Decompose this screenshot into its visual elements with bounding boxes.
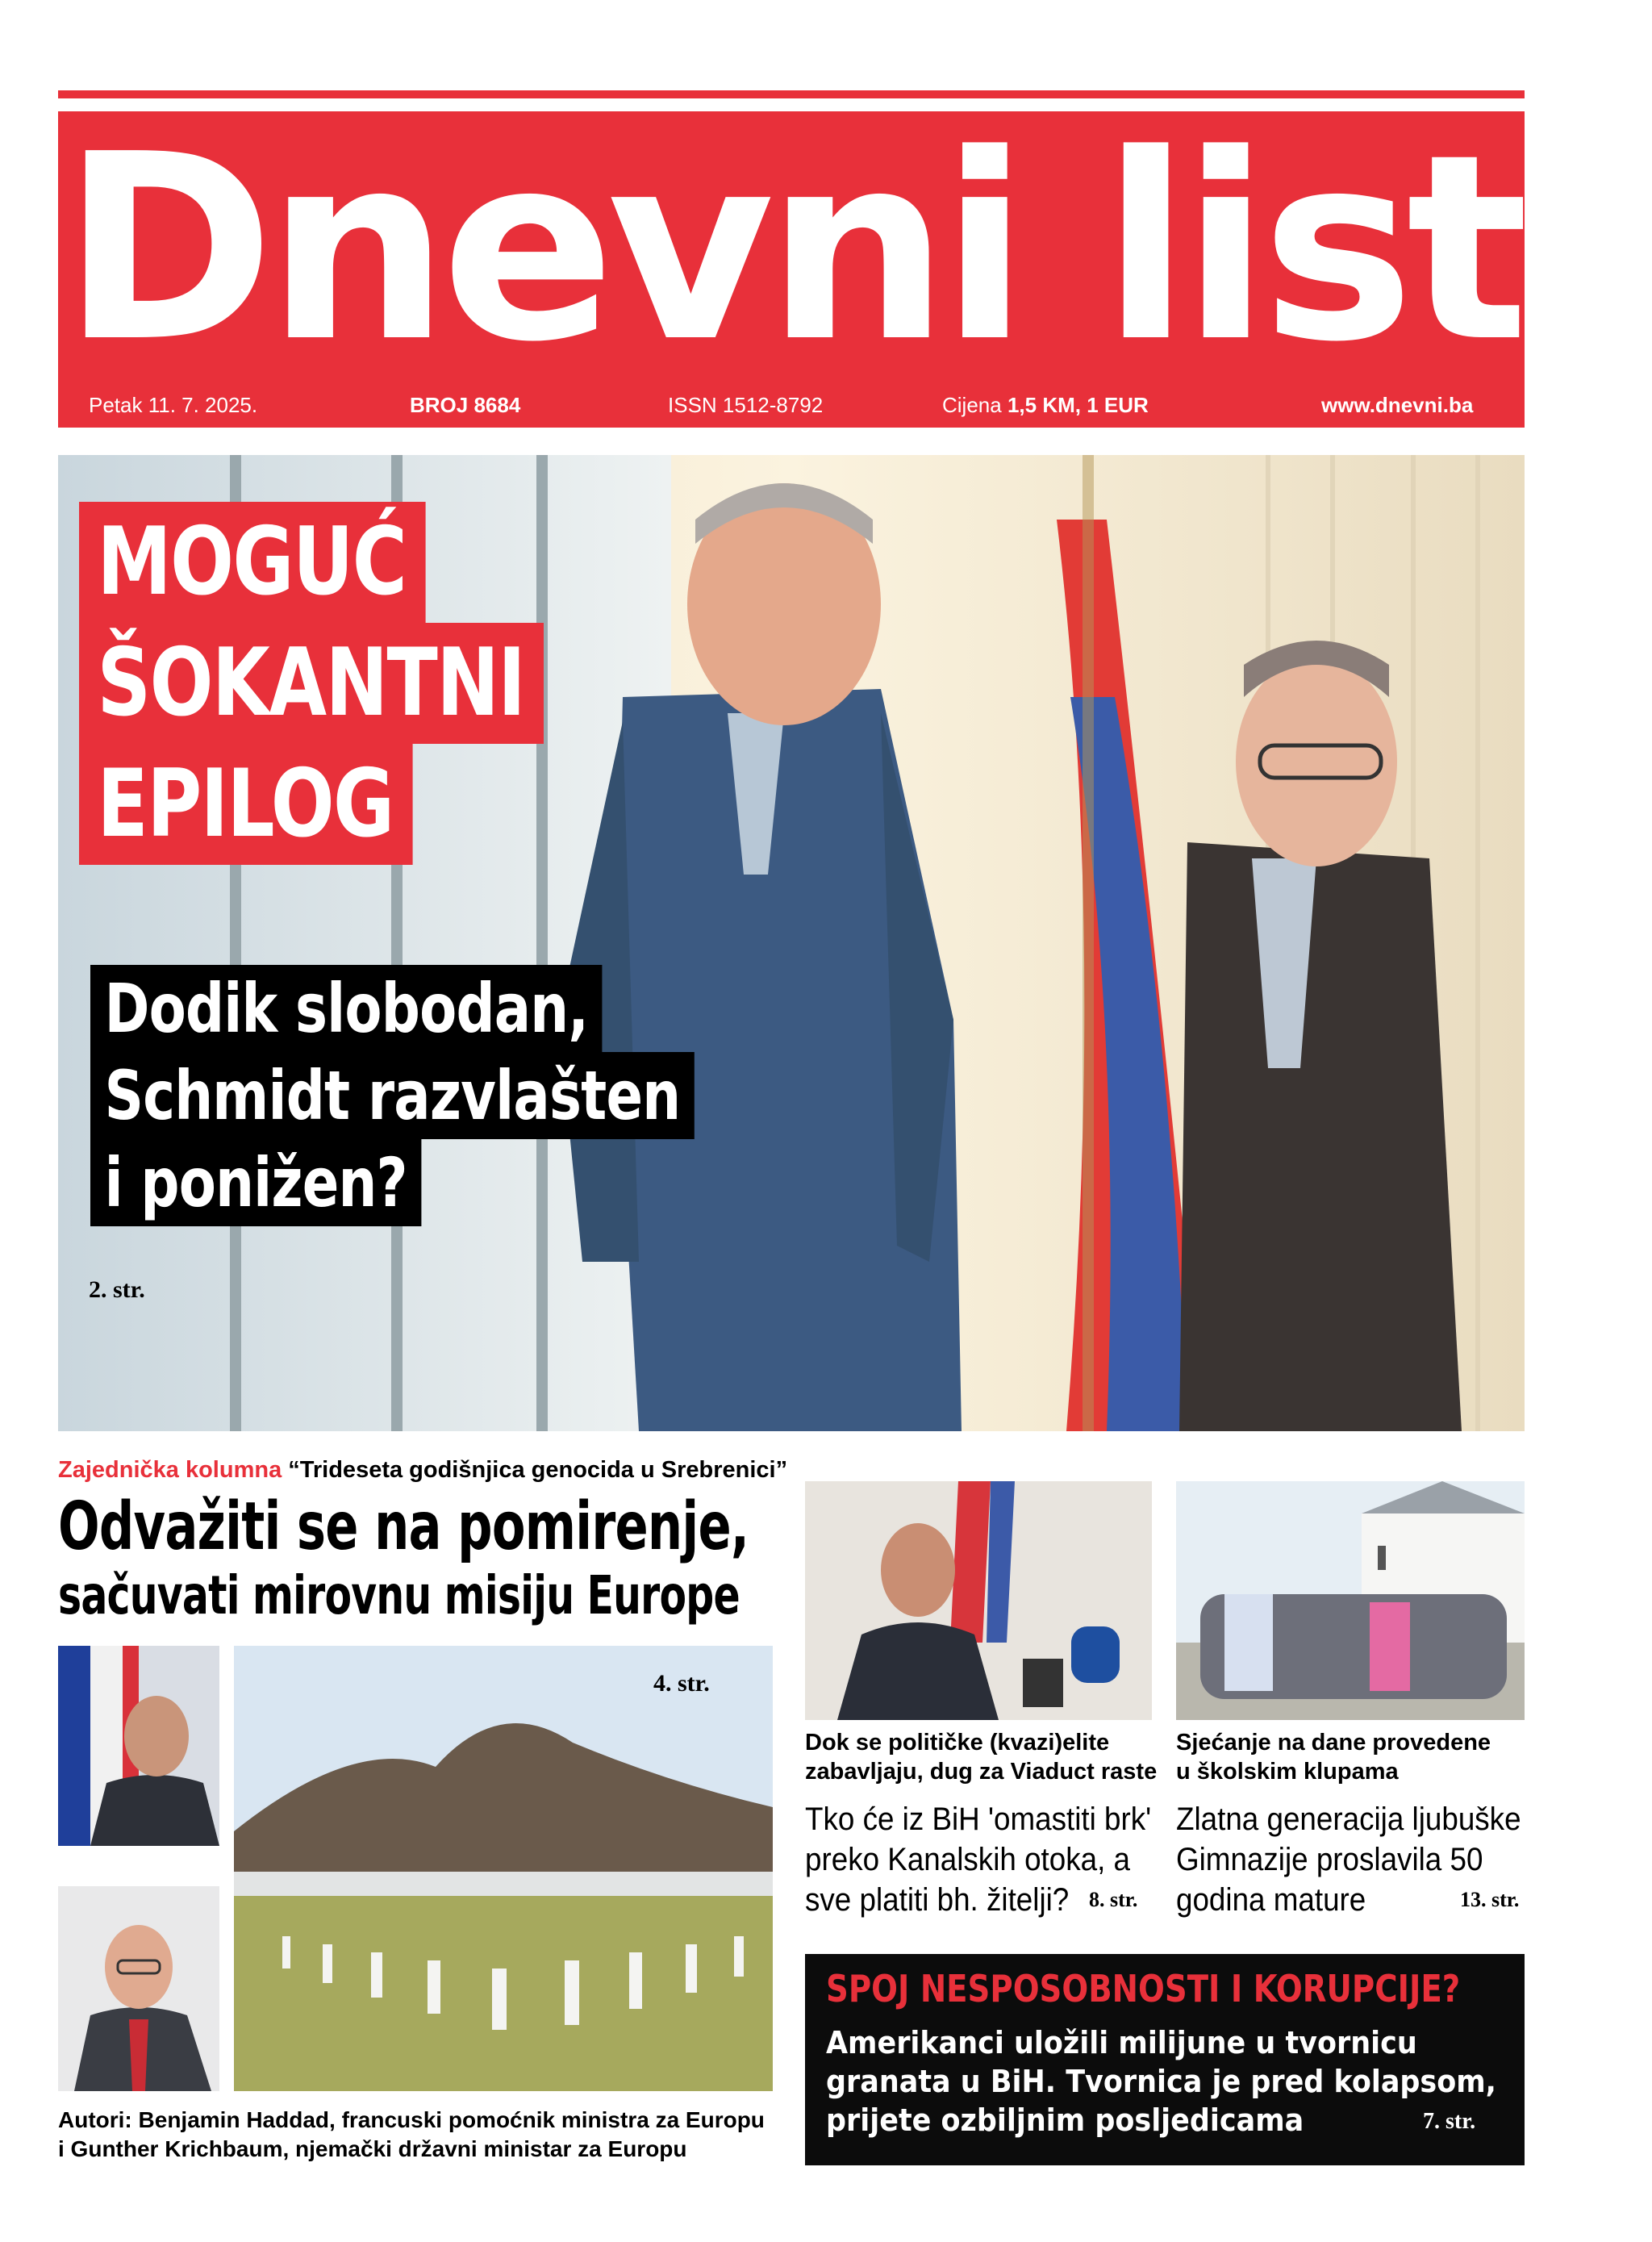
corruption-box-page-ref: 7. str. — [1423, 2109, 1476, 2134]
issue-date: Petak 11. 7. 2025. — [89, 393, 258, 417]
column-kicker-label: Zajednička kolumna — [58, 1457, 282, 1483]
group-photo-illustration — [1176, 1481, 1525, 1720]
author-krichbaum-illustration — [58, 1886, 219, 2091]
memorial-illustration — [234, 1646, 773, 2091]
viaduct-title-line-1[interactable]: Tko će iz BiH 'omastiti brk' — [805, 1802, 1152, 1837]
corruption-box-line-1[interactable]: Amerikanci uložili milijune u tvornicu — [826, 2025, 1417, 2060]
corruption-box-line-2[interactable]: granata u BiH. Tvornica je pred kolapsom, — [826, 2064, 1496, 2099]
corruption-box-title[interactable]: SPOJ NESPOSOBNOSTI I KORUPCIJE? — [826, 1967, 1461, 2010]
viaduct-kicker-line-1: Dok se političke (kvazi)elite — [805, 1730, 1110, 1756]
column-kicker-quote: “Trideseta godišnjica genocida u Srebrenici” — [288, 1457, 788, 1483]
lead-subhead-line-3[interactable]: i ponižen? — [90, 1139, 421, 1226]
srebrenica-memorial-photo — [234, 1646, 773, 2091]
viaduct-story-photo — [805, 1481, 1152, 1720]
author-photo-haddad — [58, 1646, 219, 1846]
lead-subhead-line-1[interactable]: Dodik slobodan, — [90, 965, 603, 1052]
price-label: Cijena — [942, 393, 1002, 417]
gymnasium-story-photo — [1176, 1481, 1525, 1720]
viaduct-title-line-2[interactable]: preko Kanalskih otoka, a — [805, 1842, 1131, 1877]
viaduct-kicker-line-2: zabavljaju, dug za Viaduct raste — [805, 1759, 1158, 1785]
viaduct-title-line-3[interactable]: sve platiti bh. žitelji? — [805, 1882, 1070, 1918]
lead-headline-line-2[interactable]: ŠOKANTNI — [79, 623, 544, 744]
lead-subhead-line-2[interactable]: Schmidt razvlašten — [90, 1052, 695, 1139]
column-title-line-2[interactable]: sačuvati mirovnu misiju Europe — [58, 1564, 740, 1626]
top-rule — [58, 90, 1525, 98]
gymnasium-page-ref: 13. str. — [1460, 1888, 1520, 1911]
author-haddad-illustration — [58, 1646, 219, 1846]
price-value: 1,5 KM, 1 EUR — [1007, 393, 1149, 417]
newspaper-logo[interactable]: Dnevni list — [61, 99, 1521, 398]
press-conference-illustration — [805, 1481, 1152, 1720]
lead-page-ref: 2. str. — [89, 1276, 145, 1303]
column-kicker — [58, 1457, 787, 1484]
website-link[interactable]: www.dnevni.ba — [1321, 393, 1474, 417]
issn: ISSN 1512-8792 — [668, 393, 824, 417]
issue-number: BROJ 8684 — [410, 393, 521, 417]
price — [942, 389, 1149, 421]
gymnasium-kicker-line-2: u školskim klupama — [1176, 1759, 1399, 1785]
corruption-box-line-3[interactable]: prijete ozbiljnim posljedicama — [826, 2102, 1304, 2138]
column-title-line-1[interactable]: Odvažiti se na pomirenje, — [58, 1488, 749, 1565]
gymnasium-title-line-3[interactable]: godina mature — [1176, 1882, 1366, 1918]
gymnasium-kicker-line-1: Sjećanje na dane provedene — [1176, 1730, 1491, 1756]
lead-headline-line-3[interactable]: EPILOG — [79, 744, 413, 865]
gymnasium-title-line-2[interactable]: Gimnazije proslavila 50 — [1176, 1842, 1483, 1877]
viaduct-page-ref: 8. str. — [1089, 1888, 1138, 1911]
lead-headline-line-1[interactable]: MOGUĆ — [79, 502, 425, 623]
column-page-ref: 4. str. — [653, 1670, 710, 1697]
column-authors-line-1: Autori: Benjamin Haddad, francuski pomoćnik ministra za Europu — [58, 2107, 765, 2132]
column-authors-line-2: i Gunther Krichbaum, njemački državni ministar za Europu — [58, 2136, 687, 2161]
author-photo-krichbaum — [58, 1886, 219, 2091]
gymnasium-title-line-1[interactable]: Zlatna generacija ljubuške — [1176, 1802, 1521, 1837]
